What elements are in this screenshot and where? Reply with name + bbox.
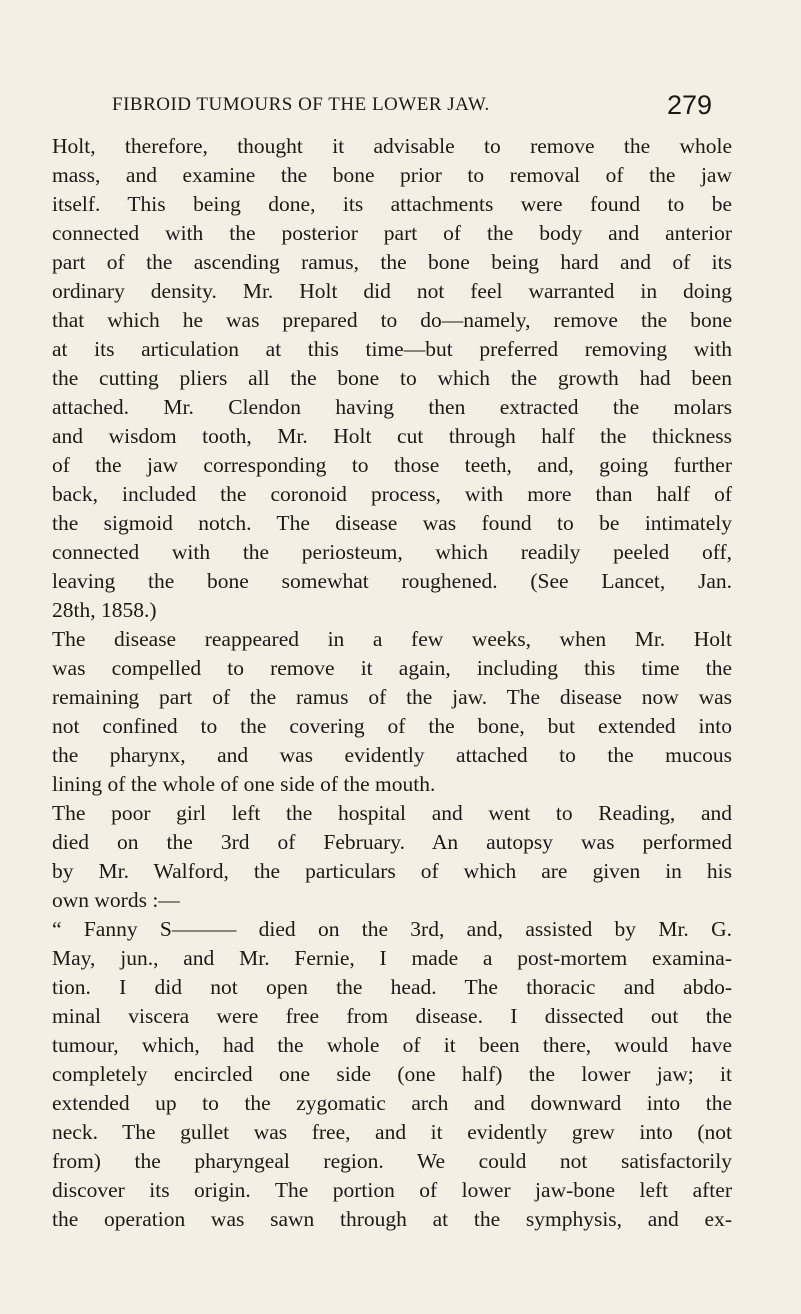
text-line: ordinary density. Mr. Holt did not feel warranted in doing [52, 279, 732, 303]
text-line: mass, and examine the bone prior to removal of the jaw [52, 163, 732, 187]
text-line: the operation was sawn through at the symphysis, and ex- [52, 1207, 732, 1231]
text-line: Holt, therefore, thought it advisable to remove the whole [52, 134, 732, 158]
text-line: from) the pharyngeal region. We could not satisfactorily [52, 1149, 732, 1173]
text-line: the pharynx, and was evidently attached to the mucous [52, 743, 732, 767]
text-line: itself. This being done, its attachments were found to be [52, 192, 732, 216]
text-line: extended up to the zygomatic arch and downward into the [52, 1091, 732, 1115]
text-line: own words :— [52, 888, 180, 912]
text-line: attached. Mr. Clendon having then extracted the molars [52, 395, 732, 419]
text-line: that which he was prepared to do—namely, remove the bone [52, 308, 732, 332]
text-line: “ Fanny S——— died on the 3rd, and, assisted by Mr. G. [52, 917, 732, 941]
text-line: the cutting pliers all the bone to which the growth had been [52, 366, 732, 390]
text-line: at its articulation at this time—but preferred removing with [52, 337, 732, 361]
body-text [52, 132, 732, 1234]
text-line: neck. The gullet was free, and it evidently grew into (not [52, 1120, 732, 1144]
text-line: tion. I did not open the head. The thoracic and abdo- [52, 975, 732, 999]
text-line: lining of the whole of one side of the mouth. [52, 772, 436, 796]
text-line: remaining part of the ramus of the jaw. The disease now was [52, 685, 732, 709]
text-line: the sigmoid notch. The disease was found to be intimately [52, 511, 732, 535]
text-line: of the jaw corresponding to those teeth, and, going further [52, 453, 732, 477]
text-line: was compelled to remove it again, including this time the [52, 656, 732, 680]
text-line: not confined to the covering of the bone, but extended into [52, 714, 732, 738]
text-line: The disease reappeared in a few weeks, when Mr. Holt [52, 627, 732, 651]
text-line: 28th, 1858.) [52, 598, 157, 622]
text-line: minal viscera were free from disease. I dissected out the [52, 1004, 732, 1028]
text-line: died on the 3rd of February. An autopsy was performed [52, 830, 732, 854]
text-line: completely encircled one side (one half) the lower jaw; it [52, 1062, 732, 1086]
running-title: FIBROID TUMOURS OF THE LOWER JAW. [112, 94, 490, 115]
text-line: leaving the bone somewhat roughened. (See Lancet, Jan. [52, 569, 732, 593]
text-line: and wisdom tooth, Mr. Holt cut through half the thickness [52, 424, 732, 448]
text-line: back, included the coronoid process, with more than half of [52, 482, 732, 506]
page-number: 279 [666, 90, 712, 120]
text-line: May, jun., and Mr. Fernie, I made a post-mortem examina- [52, 946, 732, 970]
text-line: tumour, which, had the whole of it been there, would have [52, 1033, 732, 1057]
text-line: The poor girl left the hospital and went to Reading, and [52, 801, 732, 825]
text-line: connected with the posterior part of the body and anterior [52, 221, 732, 245]
text-line: part of the ascending ramus, the bone being hard and of its [52, 250, 732, 274]
text-line: by Mr. Walford, the particulars of which are given in his [52, 859, 732, 883]
text-line: discover its origin. The portion of lower jaw-bone left after [52, 1178, 732, 1202]
running-head [112, 90, 712, 122]
text-line: connected with the periosteum, which readily peeled off, [52, 540, 732, 564]
